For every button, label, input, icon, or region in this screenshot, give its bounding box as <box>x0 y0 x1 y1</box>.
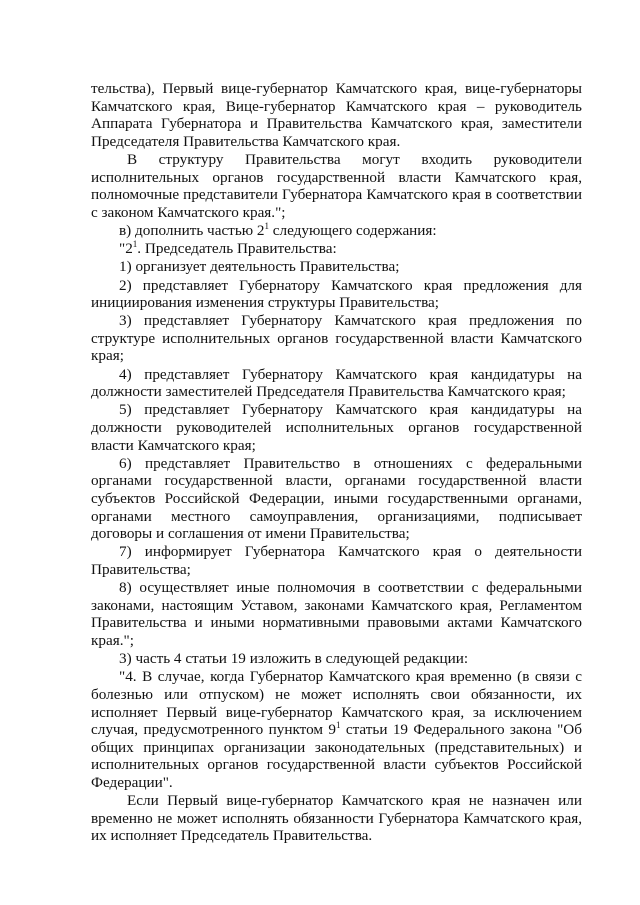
paragraph-text: в) дополнить частью 2 <box>119 221 265 239</box>
paragraph: 3) часть 4 статьи 19 изложить в следующей редакции: <box>119 650 469 668</box>
list-item: 8) осуществляет иные полномочия в соответствии с федеральными законами, настоящим Уставом, законами Камчатского края, Регламентом Правительства и иными нормативными правовыми актами Камчатского края."; <box>91 579 582 649</box>
paragraph <box>91 222 582 240</box>
superscript: 1 <box>132 239 138 250</box>
paragraph-text: "2 <box>119 240 133 258</box>
list-item: 3) представляет Губернатору Камчатского края предложения по структуре исполнительных органов государственной власти Камчатского края; <box>91 312 582 365</box>
paragraph: В структуру Правительства могут входить руководители исполнительных органов государственной власти Камчатского края, полномочные представители Губернатора Камчатского края в соответствии с законом Камчатского края."; <box>91 150 582 221</box>
paragraph-text: "4. В случае, когда Губернатор Камчатского края временно (в связи с болезнью или отпуском) не может исполнять свои обязанности, их исполняет Первый вице-губернатор Камчатского края, за исключением случая, предусмотренного пунктом 9 <box>91 668 582 739</box>
list-item: 6) представляет Правительство в отношениях с федеральными органами государственной власти, органами государственной власти субъектов Российской Федерации, иными государственными органами, органами местного самоуправления, организациями, подписывает договоры и соглашения от имени Правительства; <box>91 454 582 543</box>
paragraph <box>91 668 582 791</box>
list-item: 5) представляет Губернатору Камчатского края кандидатуры на должности руководителей исполнительных органов государственной власти Камчатского края; <box>91 401 582 454</box>
superscript: 1 <box>264 220 269 231</box>
superscript: 1 <box>335 720 341 731</box>
list-item: 1) организует деятельность Правительства; <box>119 258 400 276</box>
list-item: 2) представляет Губернатору Камчатского края предложения для инициирования изменения структуры Правительства; <box>91 276 582 312</box>
paragraph: Если Первый вице-губернатор Камчатского края не назначен или временно не может исполнять обязанности Губернатора Камчатского края, их исполняет Председатель Правительства. <box>91 792 582 845</box>
list-item: 4) представляет Губернатору Камчатского края кандидатуры на должности заместителей Председателя Правительства Камчатского края; <box>91 365 582 401</box>
paragraph-text: статьи 19 Федерального закона "Об общих принципах организации законодательных (представительных) и исполнительных органов государственной власти субъектов Российской Федерации". <box>91 721 582 791</box>
paragraph: тельства), Первый вице-губернатор Камчатского края, вице-губернаторы Камчатского края, Вице-губернатор Камчатского края – руководитель Аппарата Губернатора и Правительства Камчатского края, заместители Председателя Правительства Камчатского края. <box>91 80 582 150</box>
paragraph-text: . Председатель Правительства: <box>137 240 337 258</box>
paragraph-text: следующего содержания: <box>268 221 437 239</box>
section-heading <box>91 240 582 258</box>
list-item: 7) информирует Губернатора Камчатского края о деятельности Правительства; <box>91 543 582 578</box>
